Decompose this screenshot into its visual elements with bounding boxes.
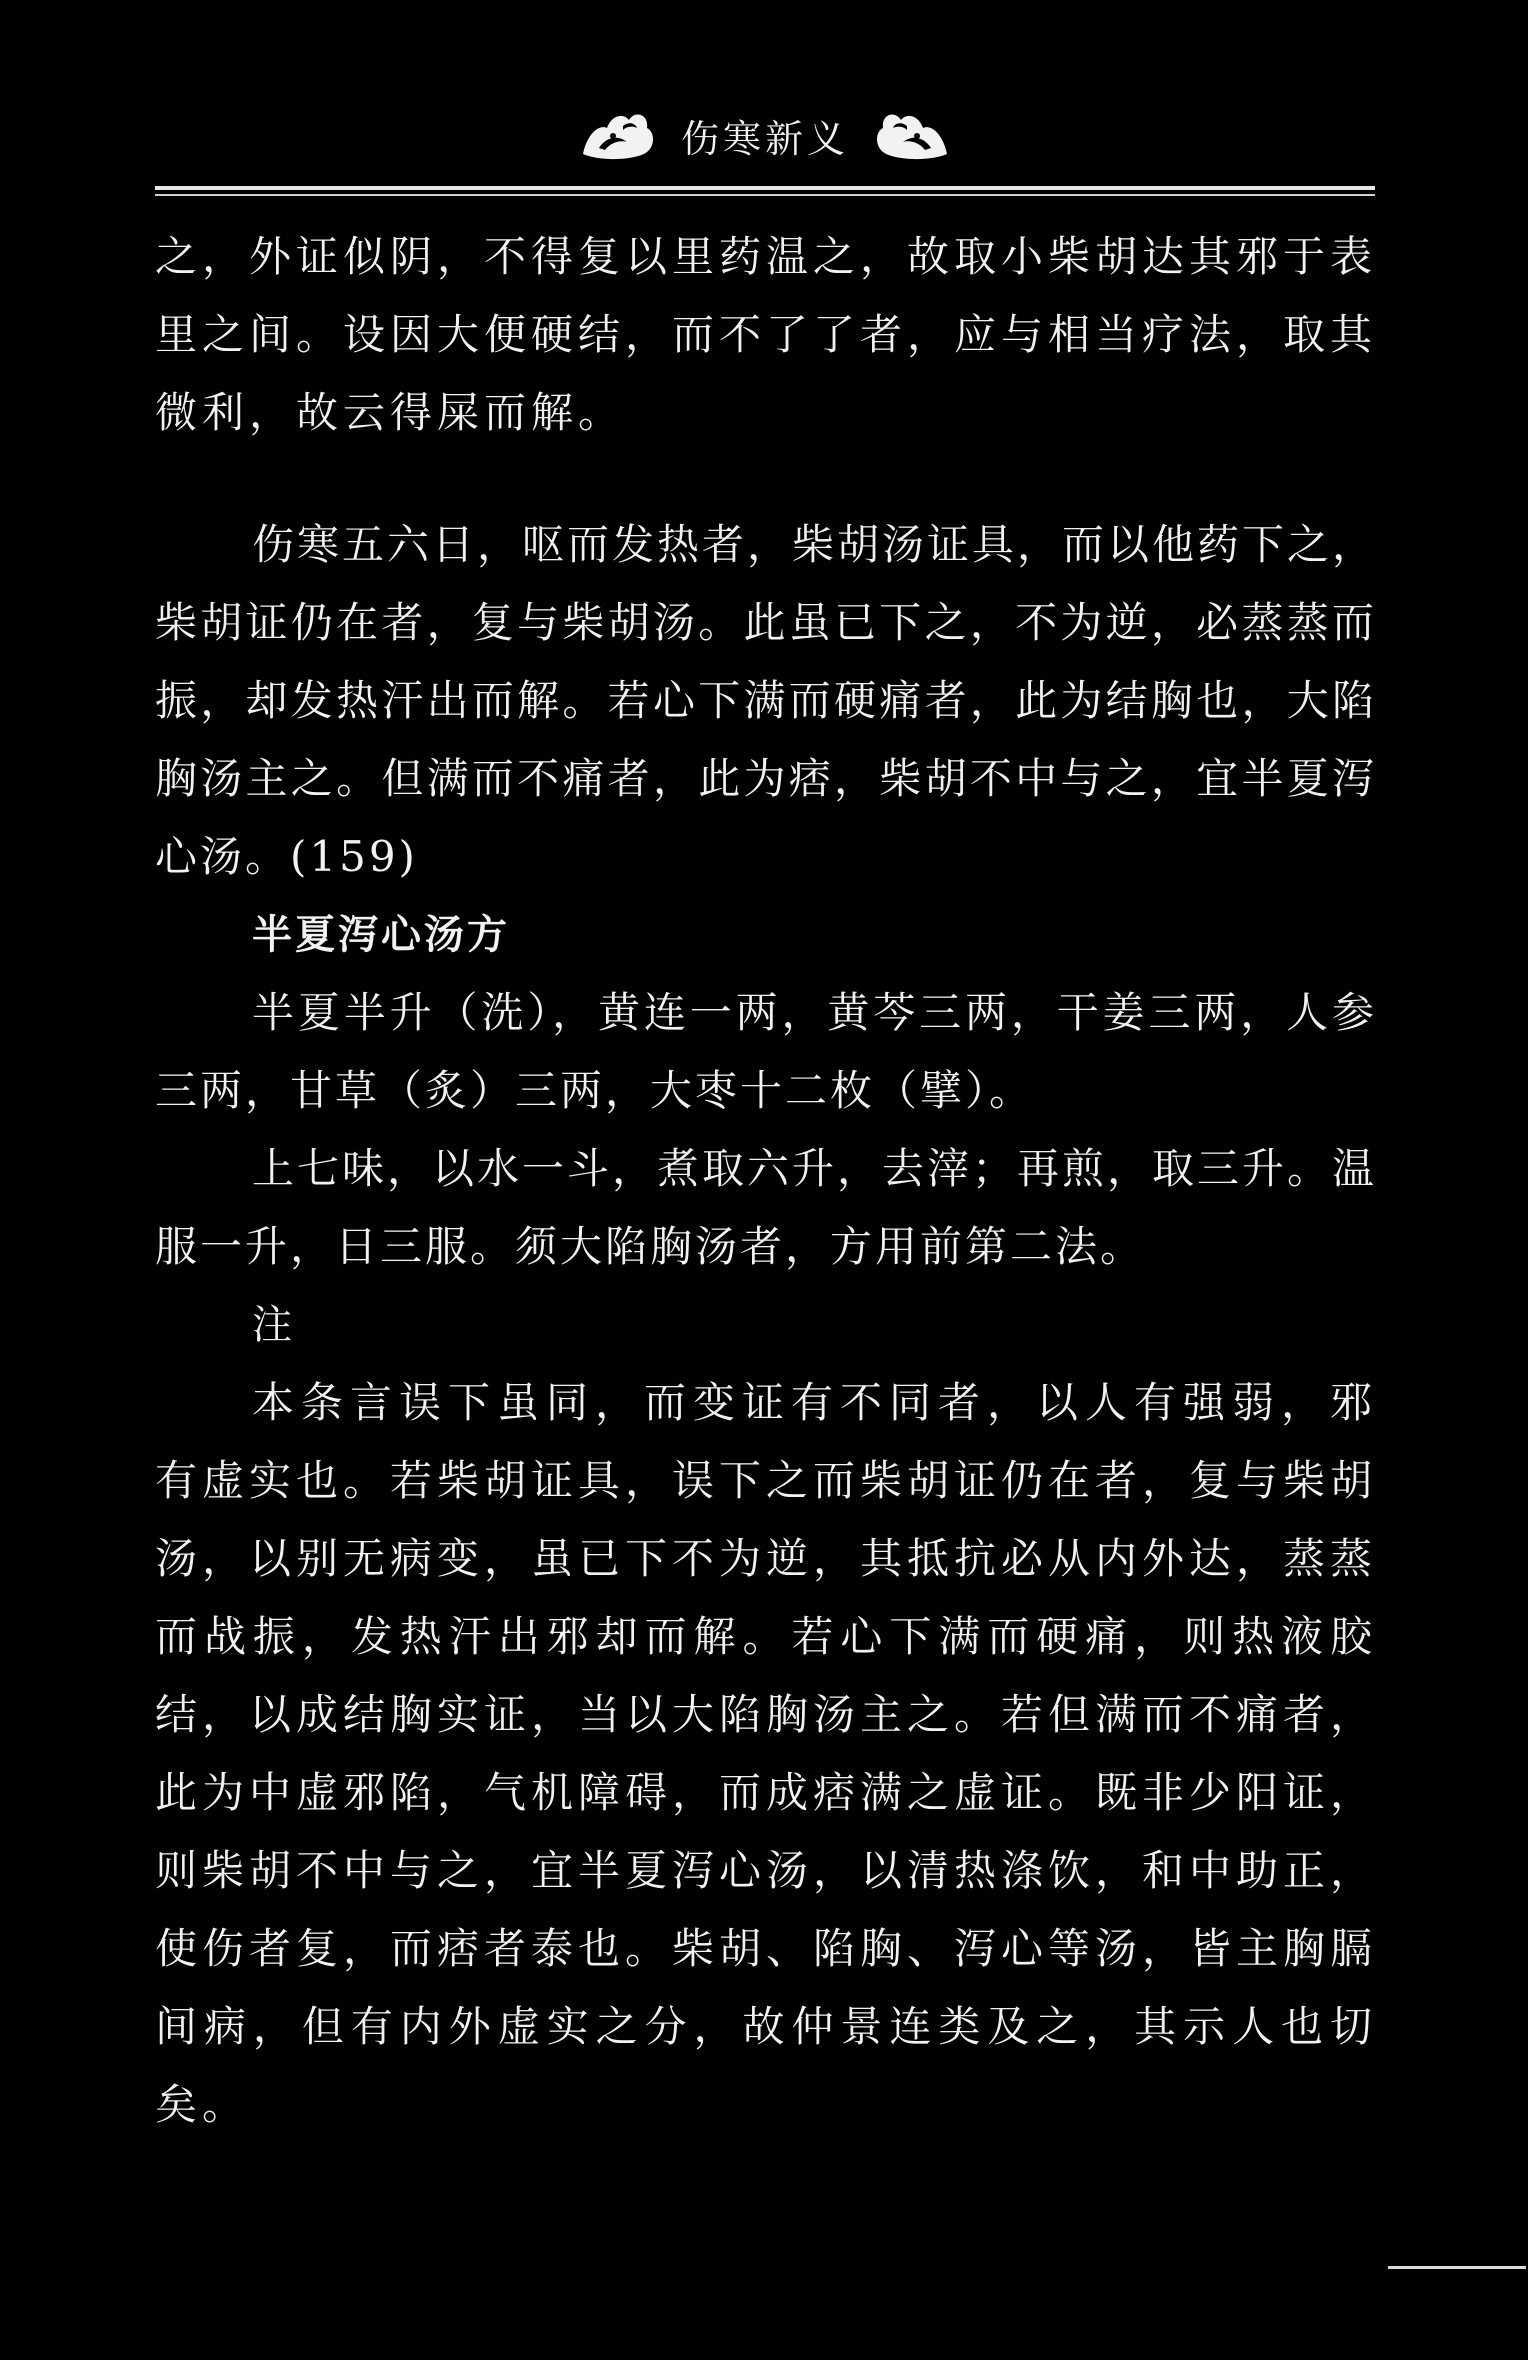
left-ornament-icon	[577, 104, 659, 166]
clause-159-paragraph: 伤寒五六日，呕而发热者，柴胡汤证具，而以他药下之，柴胡证仍在者，复与柴胡汤。此虽已下之，不为逆，必蒸蒸而振，却发热汗出而解。若心下满而硬痛者，此为结胸也，大陷胸汤主之。但满而不痛者，此为痞，柴胡不中与之，宜半夏泻心汤。(159)	[155, 520, 1378, 881]
formula-title: 半夏泻心汤方	[252, 912, 510, 958]
note-commentary-paragraph: 本条言误下虽同，而变证有不同者，以人有强弱，邪有虚实也。若柴胡证具，误下之而柴胡证仍在者，复与柴胡汤，以别无病变，虽已下不为逆，其抵抗必从内外达，蒸蒸而战振，发热汗出邪却而解。若心下满而硬痛，则热液胶结，以成结胸实证，当以大陷胸汤主之。若但满而不痛者，此为中虚邪陷，气机障碍，而成痞满之虚证。既非少阳证，则柴胡不中与之，宜半夏泻心汤，以清热涤饮，和中助正，使伤者复，而痞者泰也。柴胡、陷胸、泻心等汤，皆主胸膈间病，但有内外虚实之分，故仲景连类及之，其示人也切矣。	[155, 1378, 1378, 2129]
commentary-continued-paragraph: 之，外证似阴，不得复以里药温之，故取小柴胡达其邪于表里之间。设因大便硬结，而不了了者，应与相当疗法，取其微利，故云得屎而解。	[155, 232, 1378, 437]
running-title: 伤寒新义	[680, 116, 849, 161]
page-body	[155, 218, 1377, 2144]
page-header	[155, 100, 1375, 200]
paragraph-gap	[155, 452, 1377, 506]
note-label: 注	[252, 1302, 292, 1348]
header-rule-thin	[155, 194, 1375, 196]
formula-preparation-paragraph: 上七味，以水一斗，煮取六升，去滓；再煎，取三升。温服一升，日三服。须大陷胸汤者，方用前第二法。	[155, 1144, 1378, 1271]
header-rule-thick	[155, 186, 1375, 190]
formula-ingredients-paragraph: 半夏半升（洗），黄连一两，黄芩三两，干姜三两，人参三两，甘草（炙）三两，大枣十二枚（擘）。	[155, 988, 1377, 1115]
header-title-group	[155, 104, 1375, 166]
corner-rule-mark	[1388, 2266, 1526, 2269]
right-ornament-icon	[871, 104, 953, 166]
